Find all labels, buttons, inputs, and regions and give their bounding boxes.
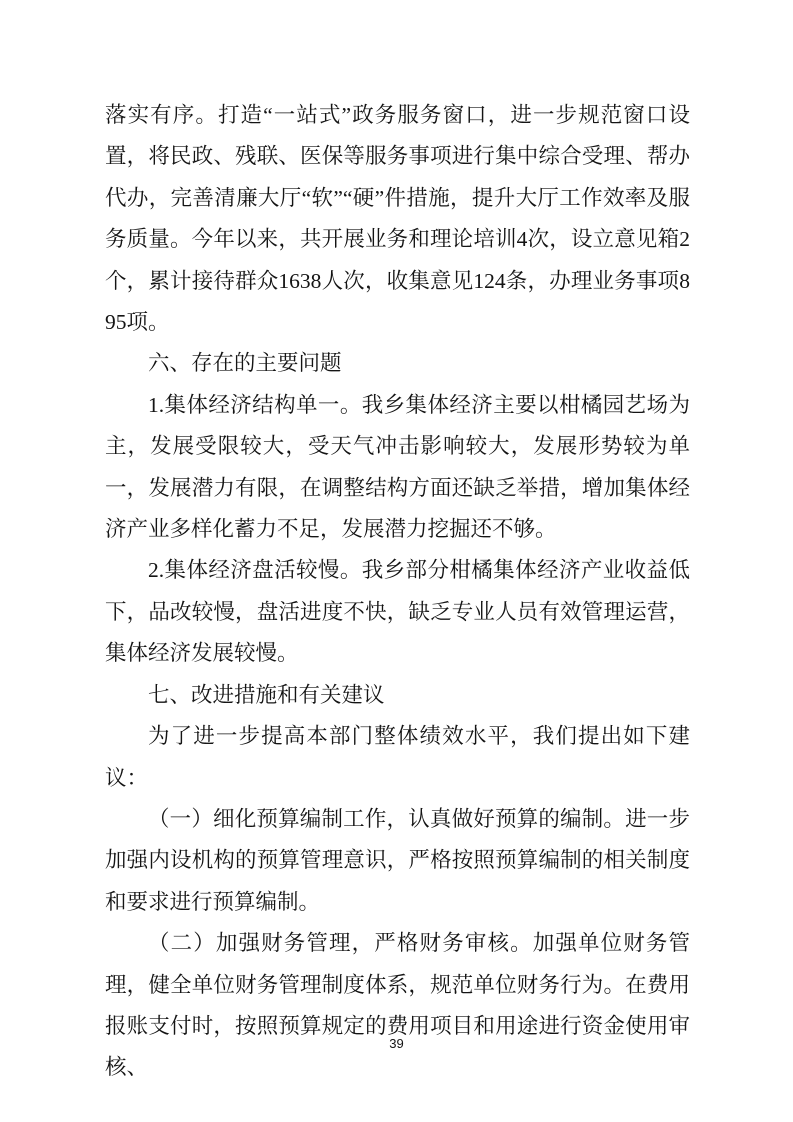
document-body bbox=[105, 95, 690, 1089]
paragraph-suggestion-1: （一）细化预算编制工作，认真做好预算的编制。进一步加强内设机构的预算管理意识，严格按照预算编制的相关制度和要求进行预算编制。 bbox=[105, 806, 690, 914]
paragraph-problem-2: 2.集体经济盘活较慢。我乡部分柑橘集体经济产业收益低下，品改较慢，盘活进度不快，缺乏专业人员有效管理运营，集体经济发展较慢。 bbox=[105, 558, 690, 666]
section-heading-6: 六、存在的主要问题 bbox=[148, 351, 342, 376]
page-number: 39 bbox=[389, 1036, 404, 1051]
paragraph-suggestion-intro: 为了进一步提高本部门整体绩效水平，我们提出如下建议： bbox=[105, 724, 690, 790]
paragraph-suggestion-2: （二）加强财务管理，严格财务审核。加强单位财务管理，健全单位财务管理制度体系，规范单位财务行为。在费用报账支付时，按照预算规定的费用项目和用途进行资金使用审核、 bbox=[105, 931, 690, 1080]
paragraph-continuation: 落实有序。打造“一站式”政务服务窗口，进一步规范窗口设置，将民政、残联、医保等服务事项进行集中综合受理、帮办代办，完善清廉大厅“软”“硬”件措施，提升大厅工作效率及服务质量。今年以来，共开展业务和理论培训4次，设立意见箱2个，累计接待群众1638人次，收集意见124条，办理业务事项895项。 bbox=[105, 103, 690, 335]
paragraph-problem-1: 1.集体经济结构单一。我乡集体经济主要以柑橘园艺场为主，发展受限较大，受天气冲击影响较大，发展形势较为单一，发展潜力有限，在调整结构方面还缺乏举措，增加集体经济产业多样化蓄力不足，发展潜力挖掘还不够。 bbox=[105, 392, 690, 542]
section-heading-7: 七、改进措施和有关建议 bbox=[148, 682, 385, 707]
